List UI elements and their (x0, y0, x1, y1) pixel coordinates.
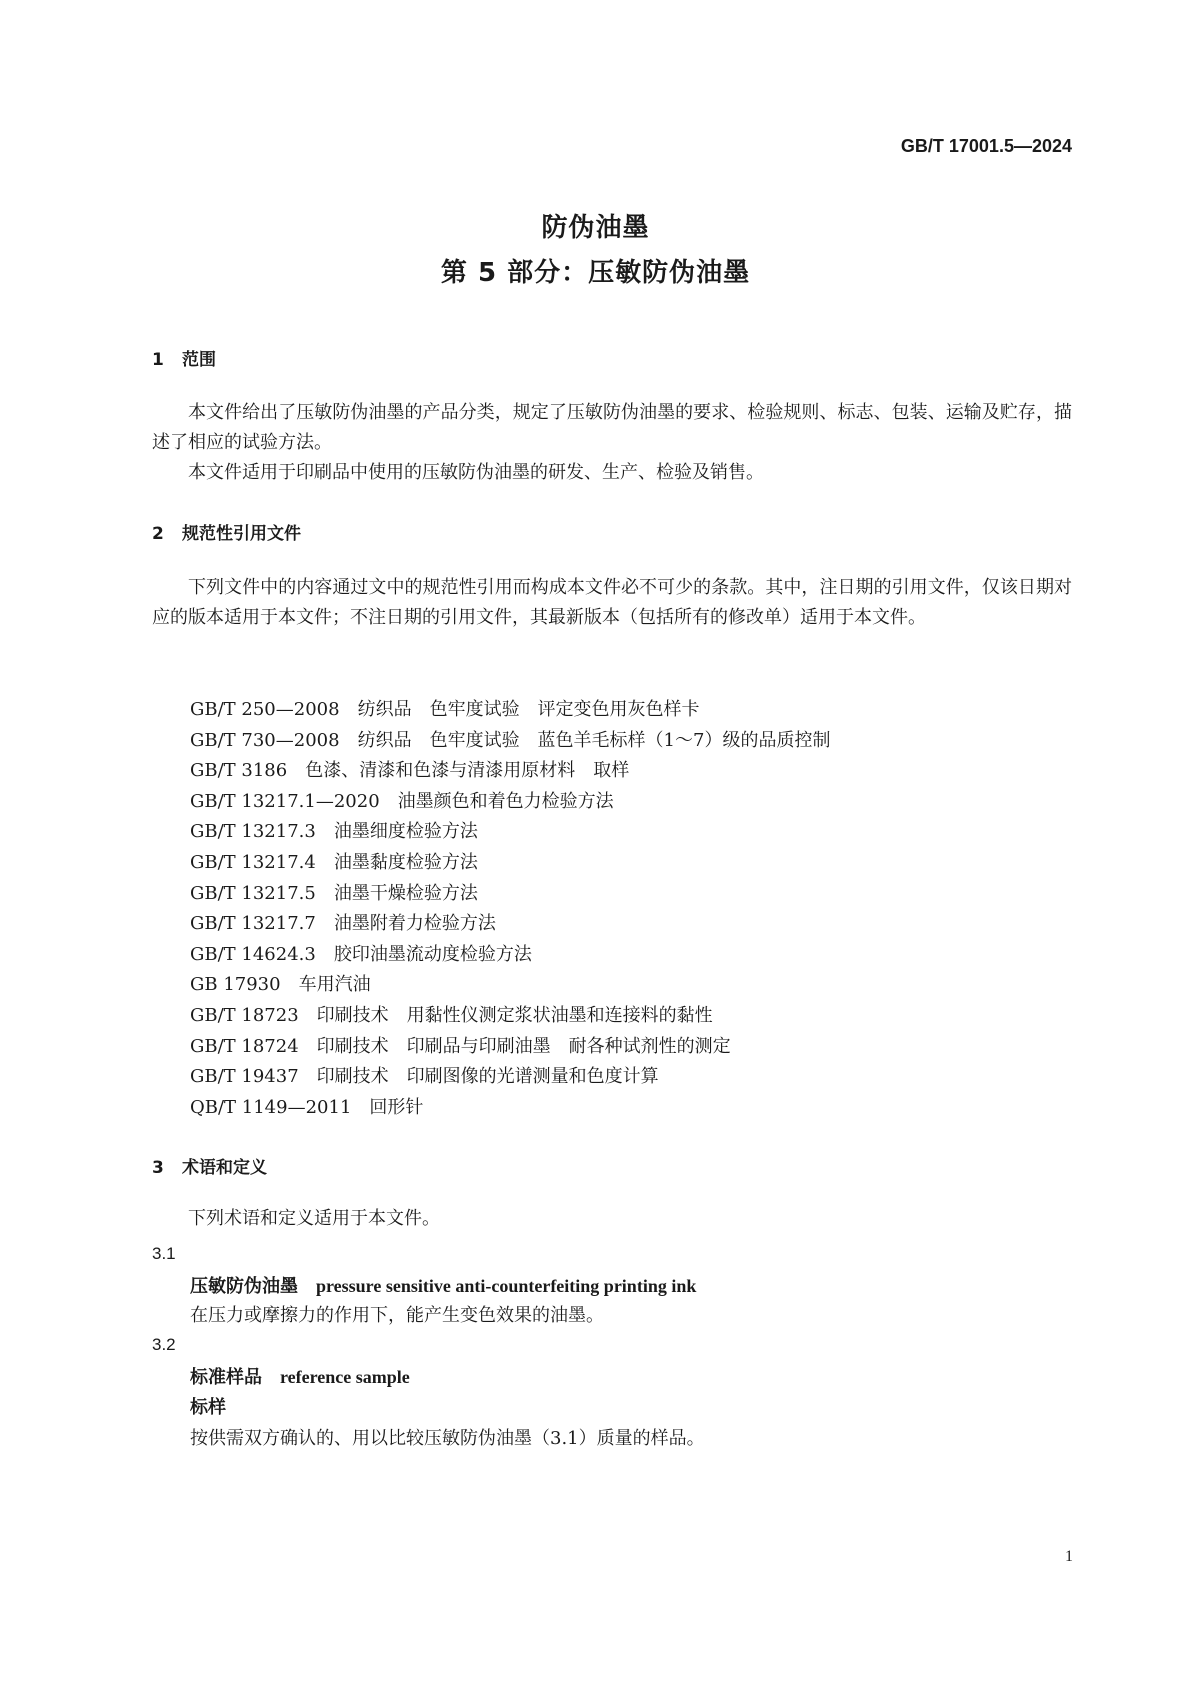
term-definition: 在压力或摩擦力的作用下，能产生变色效果的油墨。 (190, 1305, 604, 1326)
reference-item: GB/T 13217.7 油墨附着力检验方法 (190, 913, 496, 935)
section-title: 规范性引用文件 (182, 524, 301, 544)
reference-item: GB/T 3186 色漆、清漆和色漆与清漆用原材料 取样 (190, 760, 630, 782)
term-entry (190, 1272, 696, 1298)
reference-item: GB/T 13217.1—2020 油墨颜色和着色力检验方法 (190, 790, 614, 812)
reference-item: GB 17930 车用汽油 (190, 974, 371, 996)
section-title: 范围 (182, 350, 216, 370)
reference-item: GB/T 730—2008 纺织品 色牢度试验 蓝色羊毛标样（1～7）级的品质控制 (190, 729, 831, 751)
page-number: 1 (1065, 1548, 1073, 1565)
section-title: 术语和定义 (182, 1158, 267, 1178)
section-heading-scope (152, 345, 216, 370)
term-name-en: reference sample (280, 1367, 410, 1387)
reference-item: GB/T 250—2008 纺织品 色牢度试验 评定变色用灰色样卡 (190, 699, 700, 720)
reference-item: GB/T 18724 印刷技术 印刷品与印刷油墨 耐各种试剂性的测定 (190, 1035, 731, 1057)
term-number: 3.1 (152, 1244, 176, 1263)
reference-item: GB/T 13217.5 油墨干燥检验方法 (190, 882, 478, 904)
term-definition: 按供需双方确认的、用以比较压敏防伪油墨（3.1）质量的样品。 (190, 1428, 705, 1449)
reference-item: QB/T 1149—2011 回形针 (190, 1096, 424, 1118)
document-subtitle: 第 5 部分：压敏防伪油墨 (440, 258, 751, 288)
term-alt-name (190, 1393, 226, 1419)
standard-code: GB/T 17001.5—2024 (900, 136, 1072, 156)
terms-intro: 下列术语和定义适用于本文件。 (188, 1208, 440, 1229)
reference-item: GB/T 14624.3 胶印油墨流动度检验方法 (190, 943, 532, 965)
term-alt-name-zh: 标样 (190, 1397, 226, 1418)
section-heading-terms (152, 1153, 267, 1178)
section-number: 3 (152, 1158, 164, 1178)
term-name-zh: 标准样品 (190, 1367, 262, 1388)
term-name-en: pressure sensitive anti-counterfeiting printing ink (316, 1276, 697, 1296)
references-intro: 下列文件中的内容通过文中的规范性引用而构成本文件必不可少的条款。其中，注日期的引用文件，仅该日期对应的版本适用于本文件；不注日期的引用文件，其最新版本（包括所有的修改单）适用于本文件。 (152, 577, 1072, 628)
section-heading-normative-references (152, 519, 301, 544)
reference-item: GB/T 13217.3 油墨细度检验方法 (190, 821, 478, 843)
scope-paragraph-2: 本文件适用于印刷品中使用的压敏防伪油墨的研发、生产、检验及销售。 (188, 462, 764, 483)
reference-item: GB/T 13217.4 油墨黏度检验方法 (190, 851, 478, 873)
section-number: 2 (152, 524, 164, 544)
term-name-zh: 压敏防伪油墨 (190, 1276, 298, 1297)
term-number: 3.2 (152, 1335, 176, 1354)
scope-paragraph-1: 本文件给出了压敏防伪油墨的产品分类，规定了压敏防伪油墨的要求、检验规则、标志、包装、运输及贮存，描述了相应的试验方法。 (152, 402, 1072, 453)
reference-list (190, 695, 830, 1123)
reference-item: GB/T 19437 印刷技术 印刷图像的光谱测量和色度计算 (190, 1066, 659, 1088)
section-number: 1 (152, 350, 164, 370)
document-title: 防伪油墨 (541, 213, 650, 243)
term-entry (190, 1363, 410, 1389)
reference-item: GB/T 18723 印刷技术 用黏性仪测定浆状油墨和连接料的黏性 (190, 1004, 713, 1026)
